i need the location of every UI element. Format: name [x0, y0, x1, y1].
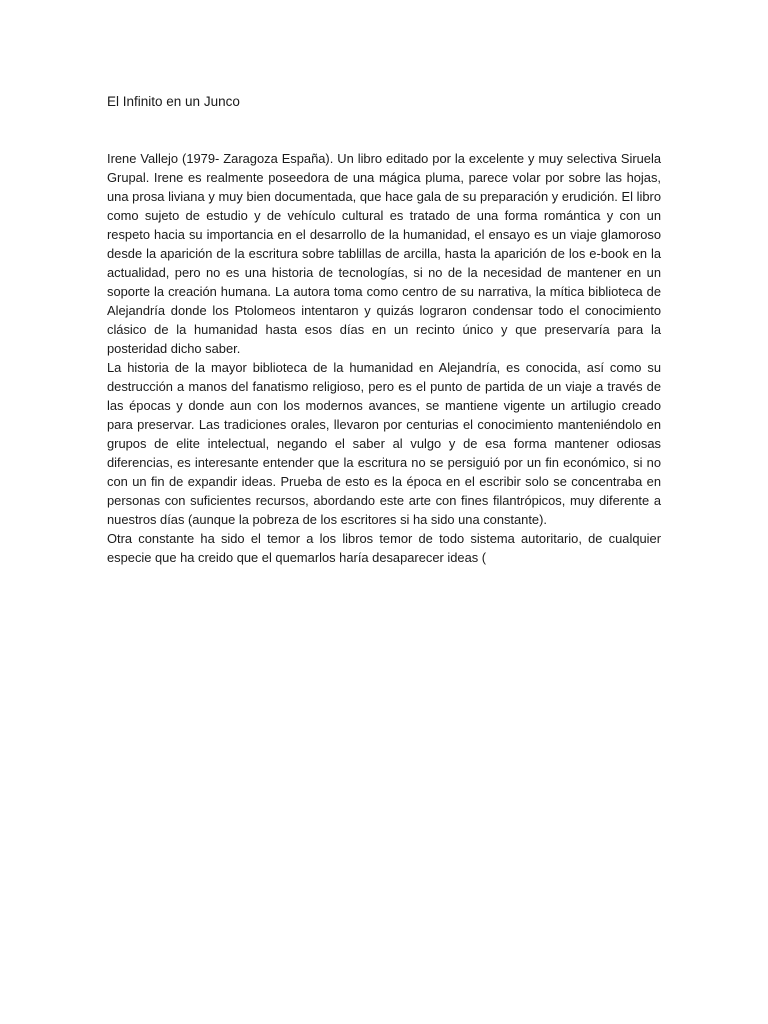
paragraph-3: Otra constante ha sido el temor a los libros temor de todo sistema autoritario, de cualquier especie que ha creido que el quemarlos haría desaparecer ideas (: [107, 531, 661, 565]
paragraph-2: La historia de la mayor biblioteca de la humanidad en Alejandría, es conocida, así como su destrucción a manos del fanatismo religioso, pero es el punto de partida de un viaje a través de las épocas y donde aun con los modernos avances, se mantiene vigente un artilugio creado para preservar. Las tradiciones orales, llevaron por centurias el conocimiento manteniéndolo en grupos de elite intelectual, negando el saber al vulgo y de esa forma mantener odiosas diferencias, es interesante entender que la escritura no se persiguió por un fin económico, si no con un fin de expandir ideas. Prueba de esto es la época en el escribir solo se concentraba en personas con suficientes recursos, abordando este arte con fines filantrópicos, muy diferente a nuestros días (aunque la pobreza de los escritores si ha sido una constante).: [107, 360, 661, 527]
document-body: [107, 149, 661, 567]
paragraph-1: Irene Vallejo (1979- Zaragoza España). Un libro editado por la excelente y muy selectiva Siruela Grupal. Irene es realmente poseedora de una mágica pluma, parece volar por sobre las hojas, una prosa liviana y muy bien documentada, que hace gala de su preparación y erudición. El libro como sujeto de estudio y de vehículo cultural es tratado de una forma romántica y con un respeto hacia su importancia en el desarrollo de la humanidad, el ensayo es un viaje glamoroso desde la aparición de la escritura sobre tablillas de arcilla, hasta la aparición de los e-book en la actualidad, pero no es una historia de tecnologías, si no de la necesidad de mantener en un soporte la creación humana. La autora toma como centro de su narrativa, la mítica biblioteca de Alejandría donde los Ptolomeos intentaron y quizás lograron condensar todo el conocimiento clásico de la humanidad hasta esos días en un recinto único y que preservaría para la posteridad dicho saber.: [107, 151, 661, 356]
document-title: El Infinito en un Junco: [107, 94, 240, 109]
